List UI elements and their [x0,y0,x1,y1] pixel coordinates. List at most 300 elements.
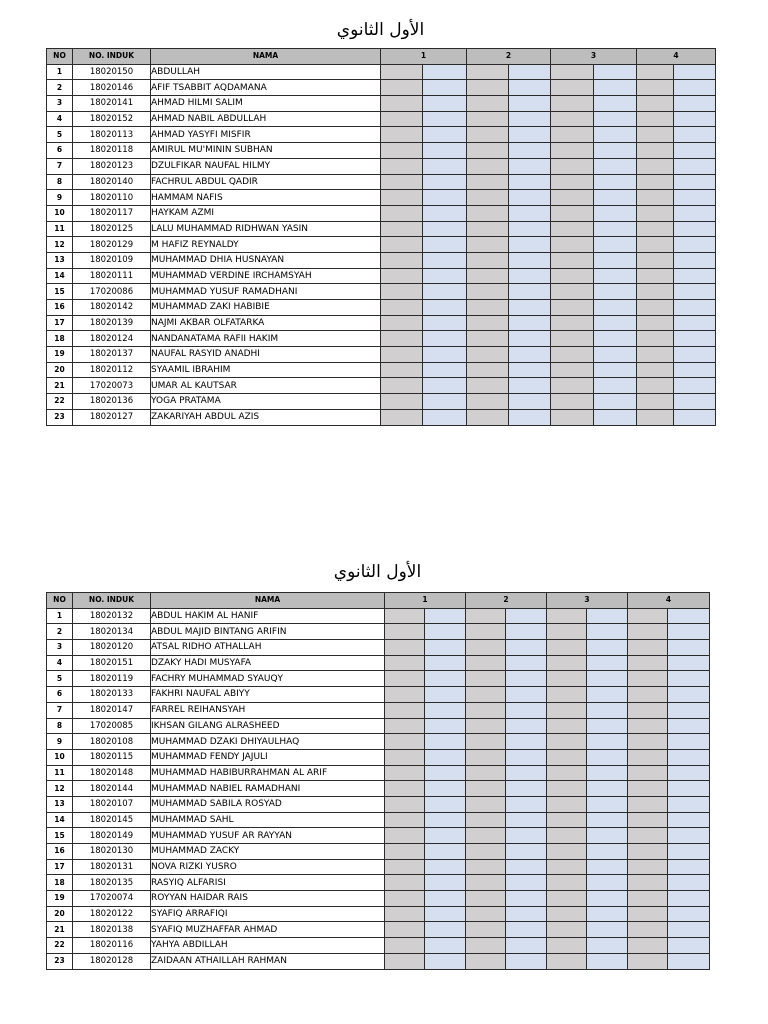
score-cell-meeting-4-a [637,205,674,221]
col-header-no: NO [47,593,73,609]
score-cell-meeting-4-b [674,64,716,80]
student-name: NOVA RIZKI YUSRO [151,859,385,875]
score-cell-meeting-4-a [628,608,668,624]
row-number: 15 [47,828,73,844]
score-cell-meeting-2-b [506,812,547,828]
score-cell-meeting-1-b [425,718,466,734]
score-cell-meeting-2-a [467,268,509,284]
score-cell-meeting-2-a [467,96,509,112]
student-name: MUHAMMAD HABIBURRAHMAN AL ARIF [151,765,385,781]
score-cell-meeting-1-b [423,409,467,425]
score-cell-meeting-1-b [425,624,466,640]
row-number: 7 [47,158,73,174]
score-cell-meeting-2-b [509,331,551,347]
student-name: MUHAMMAD NABIEL RAMADHANI [151,781,385,797]
score-cell-meeting-4-a [628,953,668,969]
score-cell-meeting-4-a [637,127,674,143]
header-row [47,49,716,65]
score-cell-meeting-3-a [547,608,587,624]
score-cell-meeting-4-b [674,362,716,378]
row-number: 3 [47,640,73,656]
row-number: 10 [47,205,73,221]
score-cell-meeting-2-a [467,158,509,174]
score-cell-meeting-1-a [385,796,425,812]
score-cell-meeting-2-a [467,221,509,237]
row-number: 16 [47,300,73,316]
score-cell-meeting-2-b [506,796,547,812]
score-cell-meeting-1-b [423,252,467,268]
score-cell-meeting-4-a [628,875,668,891]
score-cell-meeting-1-a [381,190,423,206]
score-cell-meeting-1-a [381,174,423,190]
score-cell-meeting-3-b [587,781,628,797]
score-cell-meeting-2-a [466,702,506,718]
score-cell-meeting-3-a [547,734,587,750]
score-cell-meeting-4-a [628,702,668,718]
score-cell-meeting-4-a [637,252,674,268]
score-cell-meeting-4-b [674,237,716,253]
score-cell-meeting-4-b [674,331,716,347]
score-cell-meeting-3-a [551,237,594,253]
student-name: MUHAMMAD DHIA HUSNAYAN [151,252,381,268]
student-id: 18020124 [73,331,151,347]
score-cell-meeting-2-a [466,938,506,954]
row-number: 3 [47,96,73,112]
student-id: 18020141 [73,96,151,112]
row-number: 23 [47,953,73,969]
score-cell-meeting-4-b [668,859,710,875]
score-cell-meeting-3-b [594,252,637,268]
score-cell-meeting-1-b [423,394,467,410]
score-cell-meeting-4-b [674,315,716,331]
student-name: MUHAMMAD ZAKI HABIBIE [151,300,381,316]
score-cell-meeting-4-b [668,938,710,954]
score-cell-meeting-4-a [628,828,668,844]
score-cell-meeting-2-a [466,671,506,687]
score-cell-meeting-2-a [466,859,506,875]
row-number: 15 [47,284,73,300]
score-cell-meeting-4-a [637,111,674,127]
score-cell-meeting-2-b [506,828,547,844]
row-number: 16 [47,844,73,860]
student-id: 18020118 [73,143,151,159]
roster-table [46,48,716,426]
score-cell-meeting-1-a [381,331,423,347]
score-cell-meeting-4-a [637,237,674,253]
score-cell-meeting-2-b [506,749,547,765]
student-id: 18020133 [73,687,151,703]
student-name: MUHAMMAD YUSUF RAMADHANI [151,284,381,300]
table-row [47,143,716,159]
score-cell-meeting-3-a [547,624,587,640]
score-cell-meeting-2-a [467,331,509,347]
score-cell-meeting-1-b [423,221,467,237]
score-cell-meeting-3-a [547,828,587,844]
score-cell-meeting-4-b [674,268,716,284]
table-row [47,252,716,268]
score-cell-meeting-4-b [674,205,716,221]
score-cell-meeting-2-a [467,315,509,331]
score-cell-meeting-2-b [506,655,547,671]
score-cell-meeting-2-b [506,922,547,938]
score-cell-meeting-4-b [668,828,710,844]
score-cell-meeting-4-b [674,80,716,96]
score-cell-meeting-2-b [506,702,547,718]
score-cell-meeting-4-a [637,96,674,112]
score-cell-meeting-1-b [423,64,467,80]
student-name: YAHYA ABDILLAH [151,938,385,954]
score-cell-meeting-2-b [506,906,547,922]
score-cell-meeting-1-b [425,844,466,860]
score-cell-meeting-4-a [628,671,668,687]
score-cell-meeting-4-b [668,891,710,907]
table-row [47,796,710,812]
student-name: AHMAD NABIL ABDULLAH [151,111,381,127]
table-row [47,190,716,206]
score-cell-meeting-1-b [425,938,466,954]
student-id: 18020130 [73,844,151,860]
score-cell-meeting-4-a [637,284,674,300]
score-cell-meeting-1-a [381,284,423,300]
score-cell-meeting-3-b [587,640,628,656]
score-cell-meeting-2-a [467,111,509,127]
score-cell-meeting-2-a [466,749,506,765]
score-cell-meeting-1-a [381,378,423,394]
score-cell-meeting-2-a [466,922,506,938]
score-cell-meeting-2-a [467,252,509,268]
score-cell-meeting-3-b [587,953,628,969]
score-cell-meeting-3-a [551,378,594,394]
table-row [47,765,710,781]
row-number: 12 [47,237,73,253]
table-row [47,844,710,860]
score-cell-meeting-4-a [628,906,668,922]
score-cell-meeting-3-b [587,702,628,718]
score-cell-meeting-1-b [425,640,466,656]
student-id: 18020131 [73,859,151,875]
table-row [47,362,716,378]
student-id: 18020115 [73,749,151,765]
score-cell-meeting-1-a [385,906,425,922]
row-number: 7 [47,702,73,718]
score-cell-meeting-4-b [668,922,710,938]
score-cell-meeting-3-a [551,362,594,378]
score-cell-meeting-1-a [381,237,423,253]
table-row [47,875,710,891]
score-cell-meeting-4-a [628,922,668,938]
student-name: HAYKAM AZMI [151,205,381,221]
score-cell-meeting-3-a [551,221,594,237]
student-name: SYAAMIL IBRAHIM [151,362,381,378]
score-cell-meeting-1-b [423,158,467,174]
score-cell-meeting-4-a [637,315,674,331]
score-cell-meeting-4-b [668,765,710,781]
score-cell-meeting-1-a [381,315,423,331]
row-number: 11 [47,221,73,237]
row-number: 5 [47,127,73,143]
score-cell-meeting-3-b [594,394,637,410]
student-name: SYAFIQ MUZHAFFAR AHMAD [151,922,385,938]
score-cell-meeting-1-a [385,687,425,703]
student-id: 18020138 [73,922,151,938]
row-number: 14 [47,268,73,284]
student-name: FARREL REIHANSYAH [151,702,385,718]
table-row [47,331,716,347]
student-id: 18020151 [73,655,151,671]
score-cell-meeting-3-b [594,362,637,378]
score-cell-meeting-3-b [594,315,637,331]
score-cell-meeting-2-a [467,347,509,363]
score-cell-meeting-1-b [423,96,467,112]
score-cell-meeting-1-b [423,143,467,159]
sheet-title: الأول الثانوي [333,562,422,582]
score-cell-meeting-3-b [587,734,628,750]
score-cell-meeting-4-b [674,284,716,300]
student-name: IKHSAN GILANG ALRASHEED [151,718,385,734]
student-id: 18020119 [73,671,151,687]
score-cell-meeting-1-a [385,891,425,907]
score-cell-meeting-3-a [551,111,594,127]
row-number: 20 [47,362,73,378]
row-number: 4 [47,111,73,127]
col-header-nama: NAMA [151,49,381,65]
student-id: 18020142 [73,300,151,316]
score-cell-meeting-3-a [551,158,594,174]
student-id: 18020149 [73,828,151,844]
row-number: 6 [47,687,73,703]
score-cell-meeting-2-a [467,205,509,221]
col-header-meeting-4: 4 [628,593,710,609]
student-id: 18020107 [73,796,151,812]
score-cell-meeting-3-b [594,284,637,300]
score-cell-meeting-2-a [466,687,506,703]
score-cell-meeting-4-a [628,734,668,750]
score-cell-meeting-1-a [385,749,425,765]
score-cell-meeting-1-b [425,749,466,765]
col-header-meeting-2: 2 [467,49,551,65]
score-cell-meeting-4-a [628,687,668,703]
score-cell-meeting-1-a [385,655,425,671]
score-cell-meeting-3-b [594,80,637,96]
score-cell-meeting-2-a [467,237,509,253]
score-cell-meeting-4-b [668,640,710,656]
score-cell-meeting-3-a [547,781,587,797]
score-cell-meeting-3-b [594,127,637,143]
score-cell-meeting-1-a [381,127,423,143]
score-cell-meeting-3-b [587,844,628,860]
table-row [47,891,710,907]
score-cell-meeting-1-b [425,687,466,703]
col-header-meeting-3: 3 [551,49,637,65]
student-name: MUHAMMAD SAHL [151,812,385,828]
row-number: 10 [47,749,73,765]
row-number: 18 [47,331,73,347]
score-cell-meeting-3-a [551,252,594,268]
score-cell-meeting-1-a [385,859,425,875]
row-number: 17 [47,315,73,331]
table-row [47,111,716,127]
score-cell-meeting-1-b [425,655,466,671]
student-id: 18020112 [73,362,151,378]
score-cell-meeting-1-a [381,252,423,268]
row-number: 1 [47,608,73,624]
student-name: NAUFAL RASYID ANADHI [151,347,381,363]
score-cell-meeting-2-a [467,409,509,425]
student-id: 18020120 [73,640,151,656]
student-id: 18020129 [73,237,151,253]
score-cell-meeting-2-a [467,394,509,410]
score-cell-meeting-4-a [628,718,668,734]
row-number: 1 [47,64,73,80]
score-cell-meeting-1-a [381,268,423,284]
roster-body [47,608,710,969]
row-number: 23 [47,409,73,425]
student-name: UMAR AL KAUTSAR [151,378,381,394]
roster-table [46,592,710,970]
score-cell-meeting-4-b [674,378,716,394]
score-cell-meeting-2-b [509,409,551,425]
score-cell-meeting-2-b [506,734,547,750]
student-name: AHMAD YASYFI MISFIR [151,127,381,143]
student-id: 18020108 [73,734,151,750]
table-row [47,300,716,316]
table-row [47,655,710,671]
table-row [47,315,716,331]
score-cell-meeting-2-a [466,734,506,750]
score-cell-meeting-4-b [668,906,710,922]
score-cell-meeting-2-b [509,315,551,331]
score-cell-meeting-2-b [509,378,551,394]
score-cell-meeting-2-b [506,687,547,703]
score-cell-meeting-2-a [466,906,506,922]
student-name: FACHRY MUHAMMAD SYAUQY [151,671,385,687]
score-cell-meeting-4-a [628,781,668,797]
student-id: 18020134 [73,624,151,640]
score-cell-meeting-2-a [467,80,509,96]
table-row [47,938,710,954]
score-cell-meeting-4-b [668,844,710,860]
student-name: AMIRUL MU'MININ SUBHAN [151,143,381,159]
row-number: 9 [47,734,73,750]
score-cell-meeting-2-b [506,608,547,624]
score-cell-meeting-1-a [385,953,425,969]
score-cell-meeting-1-a [385,875,425,891]
row-number: 17 [47,859,73,875]
score-cell-meeting-3-b [594,158,637,174]
score-cell-meeting-3-a [547,953,587,969]
table-row [47,718,710,734]
attendance-sheet-1 [46,16,715,426]
score-cell-meeting-1-b [423,268,467,284]
table-row [47,624,710,640]
score-cell-meeting-2-b [509,394,551,410]
row-number: 13 [47,796,73,812]
table-row [47,671,710,687]
table-row [47,205,716,221]
score-cell-meeting-2-b [506,640,547,656]
score-cell-meeting-1-b [423,237,467,253]
score-cell-meeting-3-b [594,331,637,347]
score-cell-meeting-3-b [587,906,628,922]
score-cell-meeting-1-b [425,671,466,687]
score-cell-meeting-1-a [381,221,423,237]
score-cell-meeting-1-a [381,158,423,174]
table-row [47,64,716,80]
score-cell-meeting-4-a [637,64,674,80]
score-cell-meeting-4-b [674,221,716,237]
score-cell-meeting-4-b [668,875,710,891]
score-cell-meeting-4-b [674,300,716,316]
student-id: 18020135 [73,875,151,891]
score-cell-meeting-3-a [547,859,587,875]
score-cell-meeting-2-b [509,174,551,190]
score-cell-meeting-2-a [466,828,506,844]
score-cell-meeting-3-a [547,749,587,765]
score-cell-meeting-4-a [637,80,674,96]
score-cell-meeting-3-a [547,765,587,781]
score-cell-meeting-4-a [637,221,674,237]
score-cell-meeting-1-b [423,127,467,143]
table-row [47,237,716,253]
student-name: FACHRUL ABDUL QADIR [151,174,381,190]
student-name: NAJMI AKBAR OLFATARKA [151,315,381,331]
student-id: 18020113 [73,127,151,143]
score-cell-meeting-2-a [466,891,506,907]
score-cell-meeting-1-a [385,922,425,938]
score-cell-meeting-4-a [628,844,668,860]
student-name: ZAKARIYAH ABDUL AZIS [151,409,381,425]
score-cell-meeting-3-b [587,875,628,891]
score-cell-meeting-1-a [381,64,423,80]
score-cell-meeting-1-b [425,781,466,797]
score-cell-meeting-1-b [423,331,467,347]
score-cell-meeting-1-b [423,300,467,316]
score-cell-meeting-3-b [594,205,637,221]
table-row [47,687,710,703]
score-cell-meeting-4-b [668,781,710,797]
score-cell-meeting-1-a [385,844,425,860]
score-cell-meeting-3-b [594,300,637,316]
score-cell-meeting-2-b [509,127,551,143]
header-row [47,593,710,609]
student-name: MUHAMMAD YUSUF AR RAYYAN [151,828,385,844]
score-cell-meeting-1-b [425,859,466,875]
row-number: 21 [47,922,73,938]
score-cell-meeting-4-b [668,608,710,624]
student-id: 18020150 [73,64,151,80]
score-cell-meeting-3-a [547,922,587,938]
score-cell-meeting-2-a [467,362,509,378]
score-cell-meeting-4-b [674,252,716,268]
score-cell-meeting-3-a [551,300,594,316]
score-cell-meeting-3-a [547,938,587,954]
row-number: 8 [47,174,73,190]
score-cell-meeting-2-a [467,300,509,316]
score-cell-meeting-1-b [423,378,467,394]
row-number: 6 [47,143,73,159]
student-name: YOGA PRATAMA [151,394,381,410]
score-cell-meeting-3-a [547,655,587,671]
col-header-meeting-4: 4 [637,49,716,65]
table-row [47,268,716,284]
score-cell-meeting-3-a [547,875,587,891]
score-cell-meeting-3-a [551,96,594,112]
score-cell-meeting-4-a [628,891,668,907]
score-cell-meeting-4-a [637,174,674,190]
sheet-title: الأول الثانوي [336,20,425,40]
row-number: 22 [47,938,73,954]
col-header-nim: NO. INDUK [73,593,151,609]
